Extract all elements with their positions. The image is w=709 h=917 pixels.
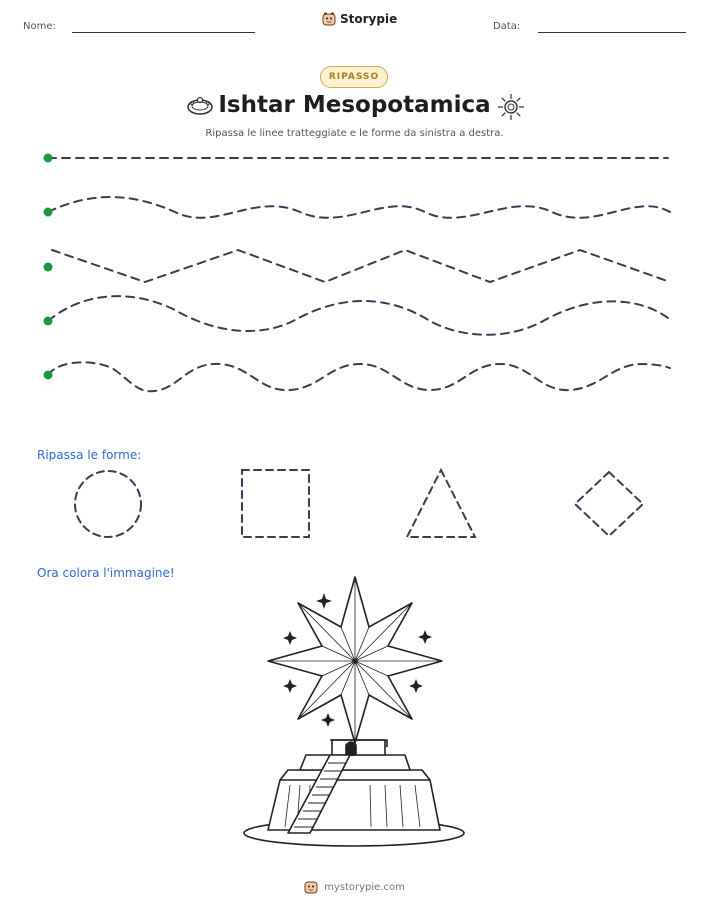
storypie-mascot-icon bbox=[304, 880, 318, 894]
shapes-section-label: Ripassa le forme: bbox=[37, 448, 142, 462]
brand-logo bbox=[322, 12, 397, 26]
sparkle-icon bbox=[418, 630, 432, 644]
shape-diamond[interactable] bbox=[575, 472, 643, 536]
name-field-line[interactable] bbox=[72, 32, 255, 33]
start-dot-3 bbox=[44, 263, 53, 272]
shapes-area bbox=[0, 462, 709, 547]
date-field-line[interactable] bbox=[538, 32, 686, 33]
temple-door[interactable] bbox=[346, 742, 356, 755]
brand-name: Storypie bbox=[340, 12, 398, 26]
tracing-line-wide-wave[interactable] bbox=[48, 296, 672, 335]
tracing-line-gentle-wave[interactable] bbox=[48, 197, 670, 218]
shape-square[interactable] bbox=[242, 470, 309, 537]
coloring-picture[interactable] bbox=[240, 575, 470, 850]
instructions-text: Ripassa le linee tratteggiate e le forme da sinistra a destra. bbox=[205, 128, 504, 139]
tracing-line-zigzag[interactable] bbox=[52, 250, 670, 282]
start-dot-1 bbox=[44, 154, 53, 163]
sparkle-icon bbox=[409, 679, 423, 693]
footer bbox=[0, 880, 709, 894]
shape-circle[interactable] bbox=[75, 471, 141, 537]
name-label: Nome: bbox=[23, 21, 56, 32]
tracing-lines-area bbox=[0, 140, 709, 400]
start-dot-5 bbox=[44, 371, 53, 380]
sparkle-icon bbox=[283, 631, 297, 645]
start-dot-4 bbox=[44, 317, 53, 326]
tracing-line-rounded-wave[interactable] bbox=[48, 362, 670, 391]
review-badge: RIPASSO bbox=[320, 66, 388, 88]
ziggurat-temple[interactable] bbox=[332, 740, 385, 755]
footer-url[interactable]: mystorypie.com bbox=[324, 881, 405, 893]
sun-icon bbox=[497, 93, 525, 121]
sparkle-icon bbox=[283, 679, 297, 693]
sparkle-icon bbox=[316, 593, 332, 609]
sparkle-icon bbox=[321, 713, 335, 727]
shape-triangle[interactable] bbox=[407, 470, 475, 537]
ziggurat-middle-tier[interactable] bbox=[300, 755, 410, 770]
coloring-section-label: Ora colora l'immagine! bbox=[37, 566, 175, 580]
start-dot-2 bbox=[44, 208, 53, 217]
storypie-mascot-icon bbox=[322, 12, 336, 26]
date-label: Data: bbox=[493, 21, 521, 32]
page-title: Ishtar Mesopotamica bbox=[218, 92, 491, 118]
